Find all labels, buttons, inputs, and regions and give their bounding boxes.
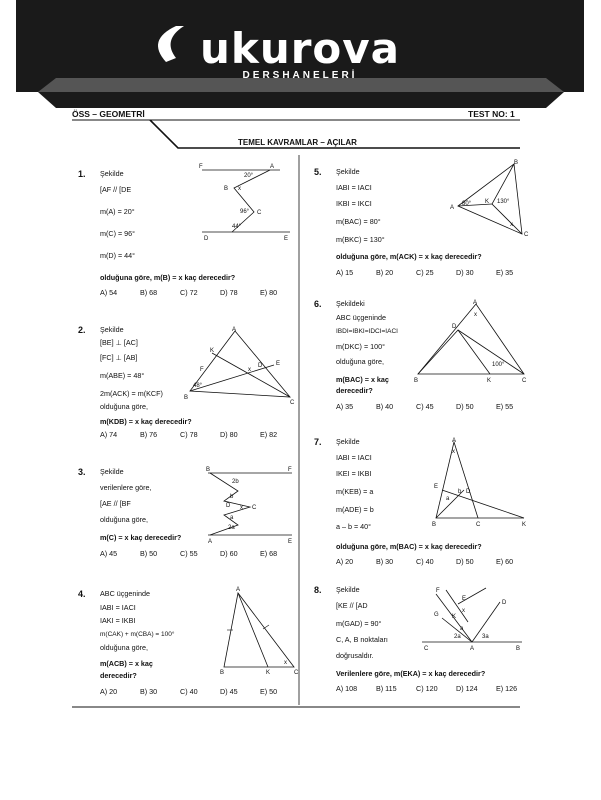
option-b[interactable]: B) 76	[140, 430, 158, 439]
figure-label: A	[232, 327, 237, 333]
figure-label: 3a	[482, 634, 489, 640]
figure-label: 96°	[240, 209, 250, 215]
question-line: IABI = IACI	[100, 603, 136, 612]
question-line: ABC üçgeninde	[336, 313, 386, 322]
question-line: [AE // [BF	[100, 499, 131, 508]
question-line: 2m(ACK) = m(KCF)	[100, 389, 163, 398]
option-c[interactable]: C) 40	[416, 557, 434, 566]
answer-options	[336, 558, 513, 565]
figure-label: F	[200, 367, 204, 373]
figure-label: 48°	[193, 383, 203, 389]
question-line: IBDI=IBKI=IDCI=IACI	[336, 328, 398, 335]
question-line: Şekilde	[336, 437, 360, 446]
question-line: m(CAK) + m(CBA) = 100°	[100, 631, 175, 638]
question-line: m(BKC) = 130°	[336, 235, 385, 244]
option-e[interactable]: E) 126	[496, 684, 518, 693]
figure-label: E	[462, 596, 467, 602]
option-a[interactable]: A) 54	[100, 288, 118, 297]
figure-label: B	[516, 646, 521, 652]
answer-options	[100, 688, 277, 695]
question-line: Şekilde	[336, 585, 360, 594]
figure-label: B	[220, 670, 225, 676]
figure-2	[180, 325, 300, 405]
test-number: TEST NO: 1	[468, 109, 515, 119]
question-number: 4.	[78, 589, 86, 599]
figure-label: 44°	[232, 224, 242, 230]
option-c[interactable]: C) 55	[180, 549, 198, 558]
option-a[interactable]: A) 20	[336, 557, 354, 566]
option-a[interactable]: A) 45	[100, 549, 118, 558]
option-b[interactable]: B) 20	[376, 268, 394, 277]
figure-label: B	[224, 186, 229, 192]
question-line: m(C) = 96°	[100, 229, 136, 238]
question-line: verilenlere göre,	[100, 483, 152, 492]
option-b[interactable]: B) 115	[376, 684, 397, 693]
figure-label: K	[485, 199, 490, 205]
option-e[interactable]: E) 68	[260, 549, 278, 558]
question-line: [FC] ⊥ [AB]	[100, 353, 138, 362]
figure-5	[450, 160, 532, 240]
subject-title: ÖSS – GEOMETRİ	[72, 109, 145, 119]
question-line: m(DKC) = 100°	[336, 342, 386, 351]
option-e[interactable]: E) 35	[496, 268, 514, 277]
answer-options	[100, 550, 277, 557]
question-ask: m(KDB) = x kaç derecedir?	[100, 417, 192, 426]
figure-1	[190, 160, 300, 250]
option-d[interactable]: D) 60	[220, 549, 238, 558]
figure-label: A	[208, 539, 213, 545]
question-line: IABI = IACI	[336, 453, 372, 462]
figure-label: B	[184, 395, 189, 401]
figure-label: C	[252, 505, 257, 511]
option-a[interactable]: A) 15	[336, 268, 354, 277]
figure-label: F	[436, 588, 440, 594]
option-c[interactable]: C) 40	[180, 687, 198, 696]
figure-label: x	[452, 449, 455, 455]
answer-options	[100, 289, 277, 296]
figure-7	[428, 436, 532, 528]
figure-3	[200, 463, 300, 545]
option-d[interactable]: D) 45	[220, 687, 238, 696]
figure-label: a	[460, 626, 464, 632]
figure-label: b	[230, 494, 234, 500]
figure-label: 2a	[454, 634, 461, 640]
figure-label: C	[294, 670, 299, 676]
question-ask: Verilenlere göre, m(EKA) = x kaç derecedir?	[336, 669, 486, 678]
figure-label: A	[450, 205, 455, 211]
option-b[interactable]: B) 40	[376, 402, 394, 411]
question-line: Şekilde	[336, 167, 360, 176]
figure-label: C	[257, 210, 262, 216]
question-line: Şekilde	[100, 169, 124, 178]
figure-label: G	[434, 612, 439, 618]
option-b[interactable]: B) 50	[140, 549, 158, 558]
option-d[interactable]: D) 50	[456, 402, 474, 411]
figure-label: F	[199, 164, 203, 170]
option-b[interactable]: B) 30	[140, 687, 158, 696]
option-c[interactable]: C) 120	[416, 684, 438, 693]
option-c[interactable]: C) 45	[416, 402, 434, 411]
figure-label: F	[288, 467, 292, 473]
question-line: m(ADE) = b	[336, 505, 374, 514]
figure-label: A	[270, 164, 275, 170]
figure-6	[412, 298, 532, 386]
figure-label: 100°	[492, 362, 505, 368]
figure-label: E	[276, 361, 281, 367]
figure-label: K	[452, 614, 457, 620]
figure-label: D	[502, 600, 507, 606]
figure-label: K	[210, 348, 215, 354]
question-line: [BE] ⊥ [AC]	[100, 338, 138, 347]
question-line: olduğuna göre,	[336, 357, 384, 366]
question-line: m(ABE) = 48°	[100, 371, 145, 380]
figure-label: 130°	[497, 199, 510, 205]
figure-label: K	[522, 522, 527, 528]
answer-options	[100, 431, 277, 438]
figure-label: x	[510, 222, 513, 228]
question-ask: m(BAC) = x kaç	[336, 375, 389, 384]
question-line: ABC üçgeninde	[100, 589, 150, 598]
question-ask: olduğuna göre, m(B) = x kaç derecedir?	[100, 273, 236, 282]
question-line: C, A, B noktaları	[336, 635, 388, 644]
option-e[interactable]: E) 60	[496, 557, 514, 566]
question-line: olduğuna göre,	[100, 515, 148, 524]
figure-label: x	[462, 608, 465, 614]
question-line: Şekildeki	[336, 299, 365, 308]
question-line: m(GAD) = 90°	[336, 619, 382, 628]
figure-label: B	[432, 522, 437, 528]
figure-label: x	[284, 660, 287, 666]
question-number: 8.	[314, 585, 322, 595]
figure-label: a	[446, 496, 450, 502]
option-e[interactable]: E) 55	[496, 402, 514, 411]
figure-label: C	[424, 646, 429, 652]
figure-label: A	[473, 300, 478, 306]
question-ask: olduğuna göre, m(BAC) = x kaç derecedir?	[336, 542, 482, 551]
figure-label: C	[522, 378, 527, 384]
figure-label: A	[470, 646, 475, 652]
figure-label: C	[476, 522, 481, 528]
brand-name: ukurova	[199, 24, 401, 73]
question-line: m(A) = 20°	[100, 207, 135, 216]
figure-label: 20°	[244, 173, 254, 179]
figure-label: A	[236, 587, 241, 593]
question-number: 7.	[314, 437, 322, 447]
question-number: 2.	[78, 325, 86, 335]
figure-label: D	[204, 236, 209, 242]
option-c[interactable]: C) 78	[180, 430, 198, 439]
figure-8	[418, 582, 532, 654]
question-ask: olduğuna göre, m(ACK) = x kaç derecedir?	[336, 252, 482, 261]
figure-4	[218, 585, 300, 675]
option-b[interactable]: B) 30	[376, 557, 394, 566]
figure-label: D	[466, 489, 471, 495]
option-d[interactable]: D) 78	[220, 288, 238, 297]
option-a[interactable]: A) 74	[100, 430, 118, 439]
figure-label: A	[452, 438, 457, 444]
section-title: TEMEL KAVRAMLAR – AÇILAR	[238, 138, 357, 147]
option-e[interactable]: E) 82	[260, 430, 278, 439]
question-line: m(D) = 44°	[100, 251, 136, 260]
question-line: [KE // [AD	[336, 601, 368, 610]
figure-label: C	[524, 232, 529, 238]
figure-label: b	[458, 489, 462, 495]
option-d[interactable]: D) 80	[220, 430, 238, 439]
answer-options	[336, 269, 513, 276]
question-number: 1.	[78, 169, 86, 179]
option-a[interactable]: A) 108	[336, 684, 358, 693]
figure-label: E	[288, 539, 293, 545]
figure-label: D	[258, 363, 263, 369]
answer-options	[336, 403, 513, 410]
figure-label: 2b	[232, 479, 239, 485]
question-number: 3.	[78, 467, 86, 477]
question-line: IKEI = IKBI	[336, 469, 372, 478]
option-d[interactable]: D) 30	[456, 268, 474, 277]
question-ask-cont: derecedir?	[100, 671, 137, 680]
figure-label: x	[240, 505, 243, 511]
option-e[interactable]: E) 80	[260, 288, 278, 297]
question-line: [AF // [DE	[100, 185, 132, 194]
question-line: Şekilde	[100, 325, 124, 334]
option-d[interactable]: D) 124	[456, 684, 478, 693]
question-line: Şekilde	[100, 467, 124, 476]
question-ask: m(C) = x kaç derecedir?	[100, 533, 182, 542]
figure-label: C	[290, 400, 295, 406]
question-line: doğrusaldır.	[336, 651, 374, 660]
figure-label: x	[248, 367, 251, 373]
question-line: a – b = 40°	[336, 522, 372, 531]
figure-label: E	[434, 484, 439, 490]
figure-label: B	[514, 160, 519, 166]
question-line: olduğuna göre,	[100, 643, 148, 652]
option-d[interactable]: D) 50	[456, 557, 474, 566]
figure-label: E	[284, 236, 289, 242]
figure-label: D	[452, 324, 457, 330]
figure-label: 2a	[228, 525, 235, 531]
figure-label: K	[487, 378, 492, 384]
option-a[interactable]: A) 35	[336, 402, 354, 411]
figure-label: x	[238, 186, 241, 192]
figure-label: D	[226, 503, 231, 509]
figure-label: K	[266, 670, 271, 676]
question-line: m(KEB) = a	[336, 487, 374, 496]
figure-label: 80°	[462, 201, 472, 207]
figure-label: a	[230, 515, 234, 521]
option-a[interactable]: A) 20	[100, 687, 118, 696]
question-line: IKBI = IKCI	[336, 199, 372, 208]
option-c[interactable]: C) 72	[180, 288, 198, 297]
question-number: 5.	[314, 167, 322, 177]
question-number: 6.	[314, 299, 322, 309]
question-line: olduğuna göre,	[100, 402, 148, 411]
option-b[interactable]: B) 68	[140, 288, 158, 297]
figure-label: x	[474, 312, 477, 318]
answer-options	[336, 685, 517, 692]
question-ask: m(ACB) = x kaç	[100, 659, 153, 668]
question-ask-cont: derecedir?	[336, 386, 373, 395]
figure-label: B	[206, 467, 211, 473]
question-line: IABI = IACI	[336, 183, 372, 192]
question-line: IAKI = IKBI	[100, 616, 136, 625]
question-line: m(BAC) = 80°	[336, 217, 381, 226]
figure-label: B	[414, 378, 419, 384]
option-c[interactable]: C) 25	[416, 268, 434, 277]
option-e[interactable]: E) 50	[260, 687, 278, 696]
brand-subtitle: DERSHANELERİ	[242, 70, 358, 81]
